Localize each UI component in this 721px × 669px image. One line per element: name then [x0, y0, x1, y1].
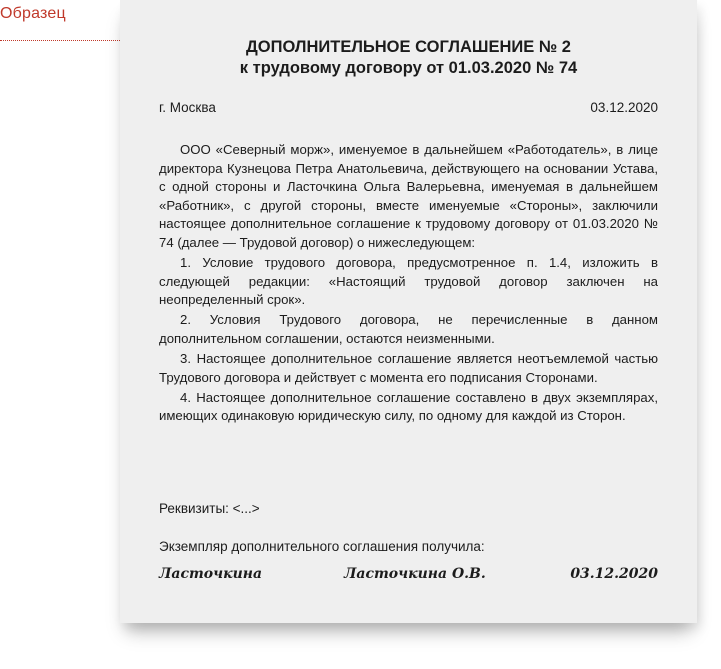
clause-item: 1. Условие трудового договора, предусмотренное п. 1.4, изложить в следующей редакции: «Настоящий трудовой договор заключен на неопределенный срок».	[159, 255, 658, 308]
clause-item: 3. Настоящее дополнительное соглашение является неотъемлемой частью Трудового договора и действует с момента его подписания Сторонами.	[159, 351, 658, 385]
handwritten-signature: Ласточкина	[159, 566, 263, 582]
requisites-line: Реквизиты: <...>	[159, 501, 260, 516]
title-line-1: ДОПОЛНИТЕЛЬНОЕ СОГЛАШЕНИЕ № 2	[246, 38, 571, 56]
place-date-row	[159, 100, 658, 115]
received-note: Экземпляр дополнительного соглашения получила:	[159, 539, 485, 554]
document-title	[159, 37, 658, 79]
clause-item: 2. Условия Трудового договора, не перечисленные в данном дополнительном соглашении, остаются неизменными.	[159, 312, 658, 346]
sample-divider	[0, 40, 120, 41]
document-sheet	[120, 0, 697, 623]
intro-paragraph: ООО «Северный морж», именуемое в дальнейшем «Работодатель», в лице директора Кузнецова Петра Анатольевича, действующего на основании Устава, с одной стороны и Ласточкина Ольга Валерьевна, именуемая в дальнейшем «Работник», с другой стороны, вместе именуемые «Стороны», заключили настоящее дополнительное соглашение к трудовому договору от 01.03.2020 № 74 (далее — Трудовой договор) о нижеследующем:	[159, 142, 658, 250]
title-line-2: к трудовому договору от 01.03.2020 № 74	[239, 59, 578, 77]
sample-label: Образец	[0, 5, 66, 22]
document-body	[159, 141, 658, 426]
clause-item: 4. Настоящее дополнительное соглашение составлено в двух экземплярах, имеющих одинаковую юридическую силу, по одному для каждой из Сторон.	[159, 389, 658, 424]
signature-date: 03.12.2020	[570, 566, 658, 582]
document-date: 03.12.2020	[590, 100, 658, 115]
document-place: г. Москва	[159, 100, 216, 115]
signature-name: Ласточкина О.В.	[344, 566, 486, 582]
